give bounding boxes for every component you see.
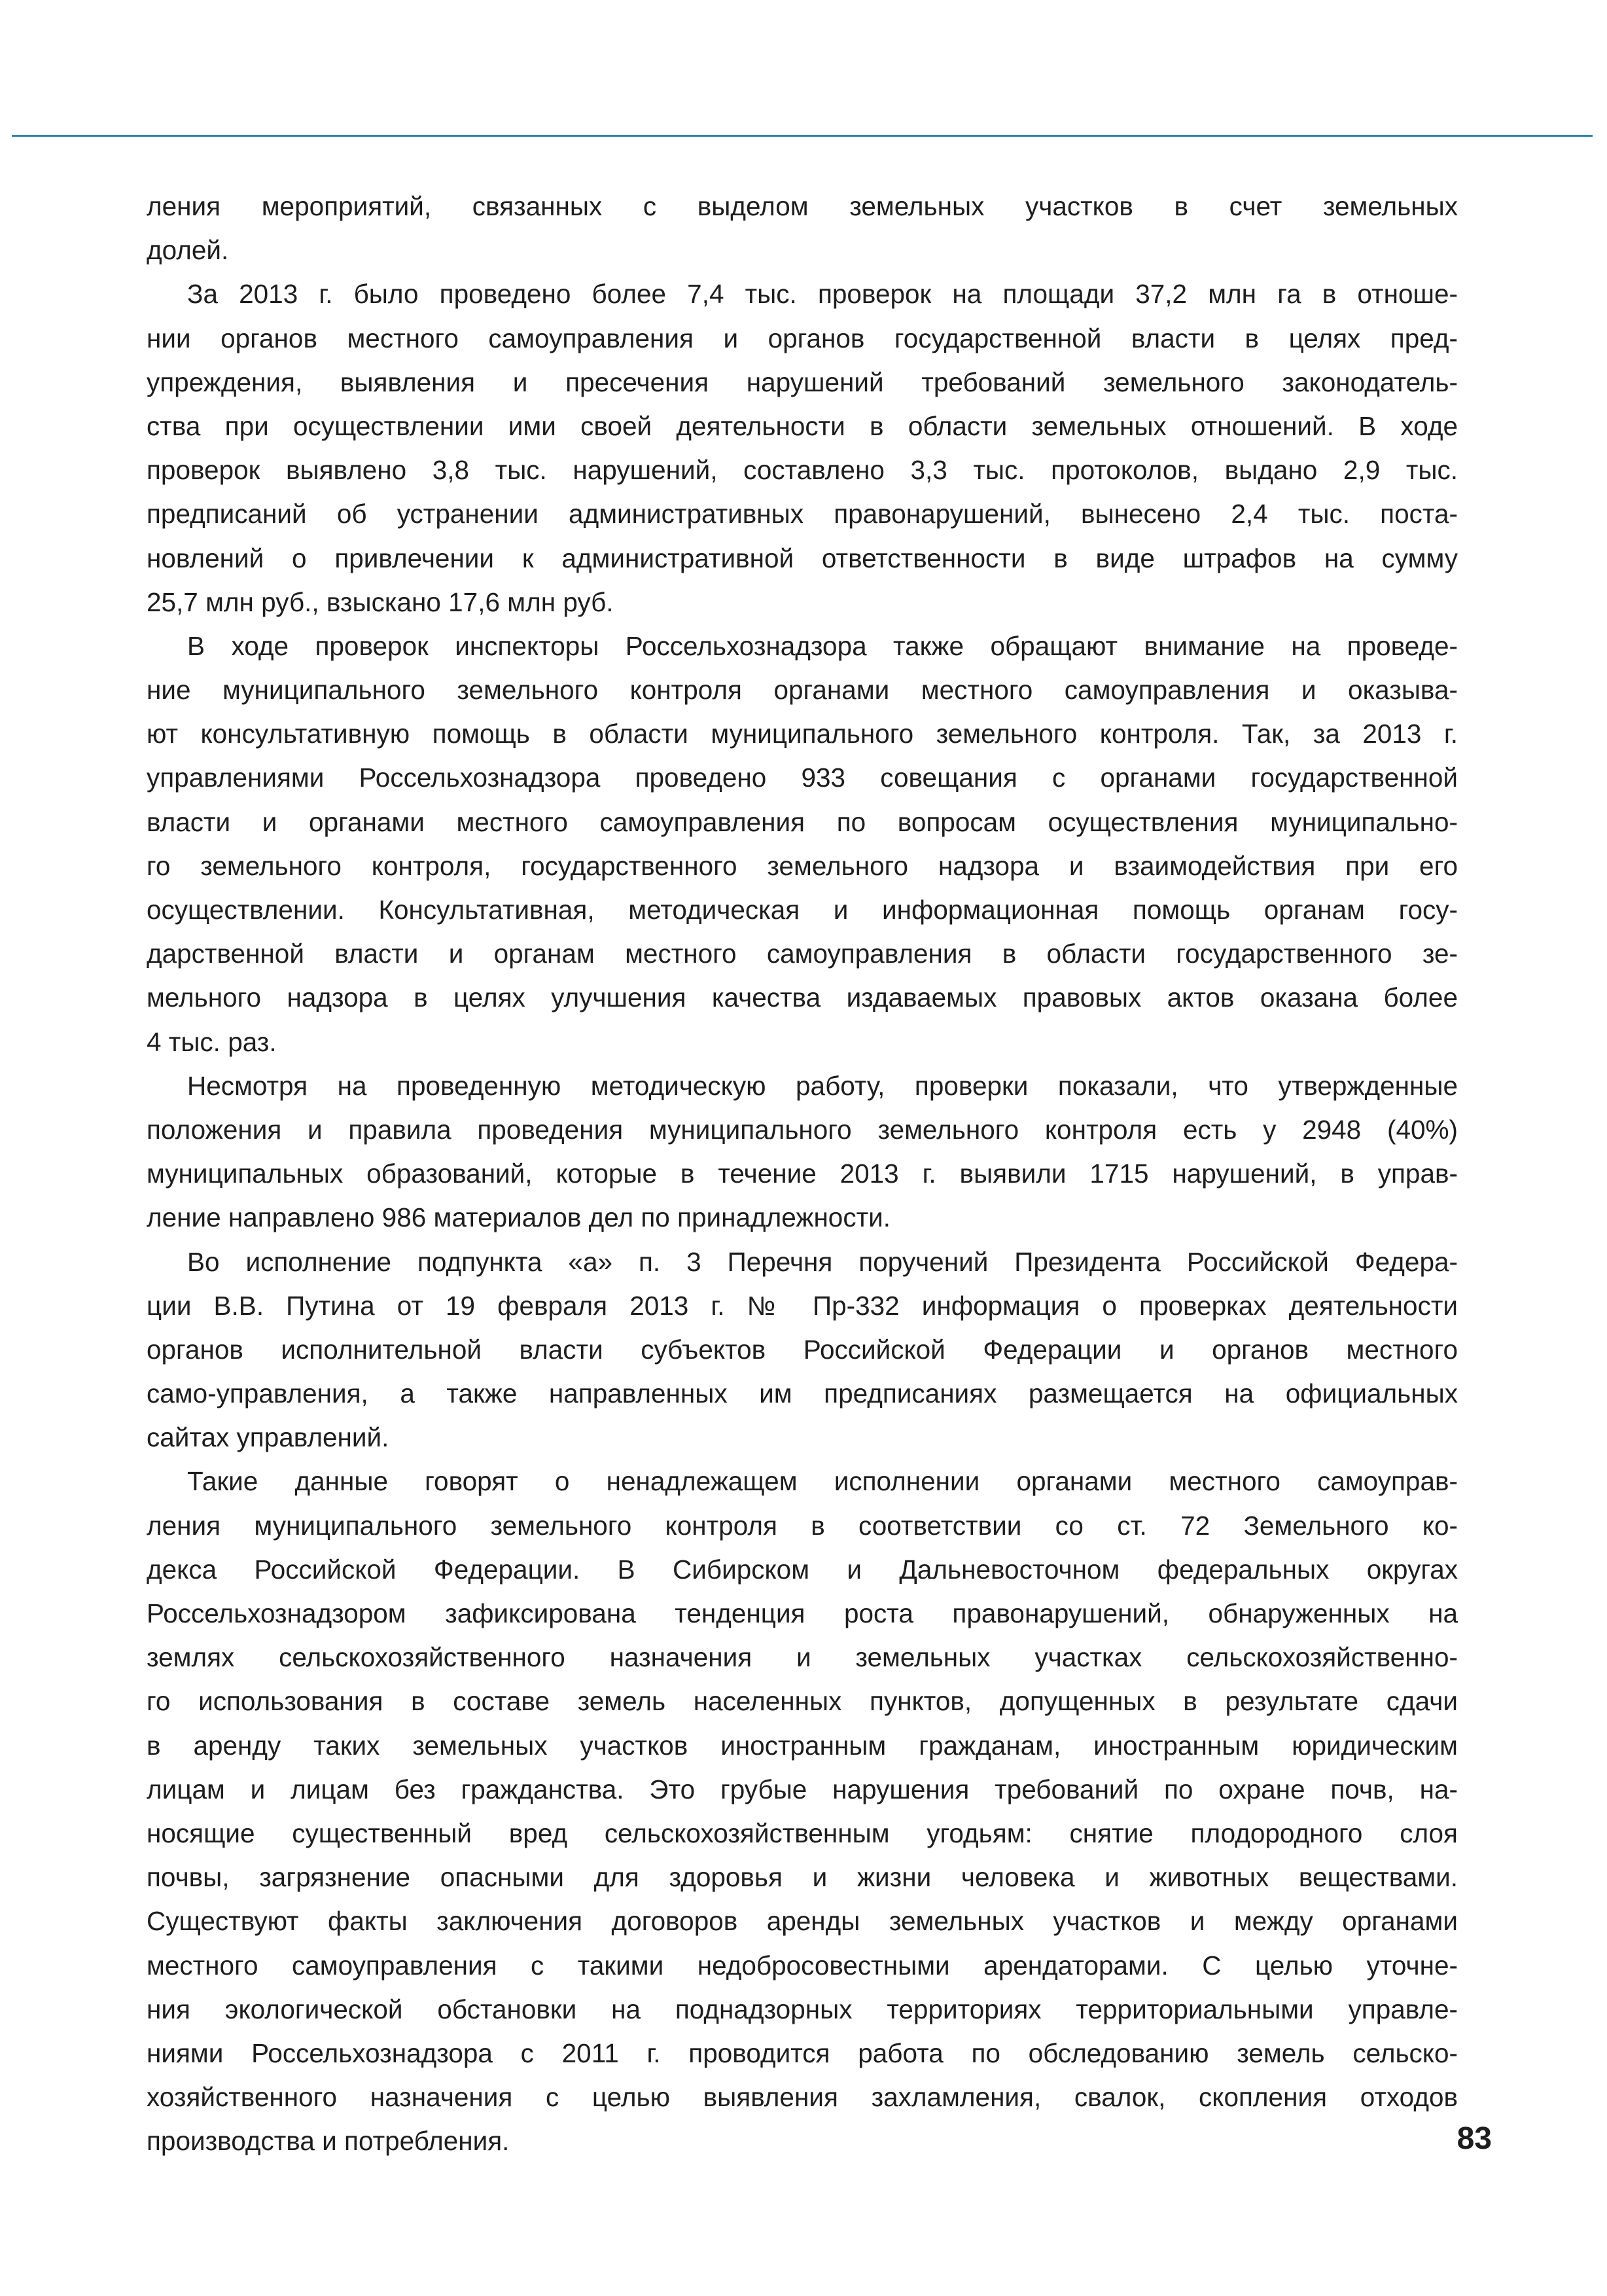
text-line: За 2013 г. было проведено более 7,4 тыс. проверок на площади 37,2 млн га в отноше- xyxy=(187,279,1458,310)
text-line: ление направлено 986 материалов дел по принадлежности. xyxy=(147,1202,891,1233)
text-line: Во исполнение подпункта «а» п. 3 Перечня поручений Президента Российской Федера- xyxy=(187,1246,1458,1277)
paragraph-violations-trend xyxy=(147,1460,1458,2163)
text-line: ние муниципального земельного контроля органами местного самоуправления и оказыва- xyxy=(147,675,1458,706)
text-line: 25,7 млн руб., взыскано 17,6 млн руб. xyxy=(147,586,614,617)
text-line: органов исполнительной власти субъектов Российской Федерации и органов местного xyxy=(147,1334,1458,1365)
text-line: 4 тыс. раз. xyxy=(147,1026,277,1057)
text-line: упреждения, выявления и пресечения нарушений требований земельного законодатель- xyxy=(147,367,1458,397)
text-line: землях сельскохозяйственного назначения и земельных участках сельскохозяйственно- xyxy=(147,1642,1458,1673)
text-line: го земельного контроля, государственного земельного надзора и взаимодействия при его xyxy=(147,850,1458,881)
text-line: Существуют факты заключения договоров аренды земельных участков и между органами xyxy=(147,1906,1458,1937)
text-line: ют консультативную помощь в области муниципального земельного контроля. Так, за 2013 г. xyxy=(147,719,1458,749)
text-line: долей. xyxy=(147,235,229,266)
paragraph-municipal-control xyxy=(147,624,1458,1064)
text-line: проверок выявлено 3,8 тыс. нарушений, составлено 3,3 тыс. протоколов, выдано 2,9 тыс. xyxy=(147,455,1458,486)
text-line: почвы, загрязнение опасными для здоровья и жизни человека и животных веществами. xyxy=(147,1862,1458,1893)
text-line: производства и потребления. xyxy=(147,2126,510,2157)
text-line: дарственной власти и органам местного самоуправления в области государственного зе- xyxy=(147,939,1458,969)
text-line: декса Российской Федерации. В Сибирском и Дальневосточном федеральных округах xyxy=(147,1554,1458,1585)
text-line: само-управления, а также направленных им предписаниях размещается на официальных xyxy=(147,1378,1458,1409)
text-line: Россельхознадзором зафиксирована тенденция роста правонарушений, обнаруженных на xyxy=(147,1598,1458,1628)
text-line: осуществлении. Консультативная, методическая и информационная помощь органам госу- xyxy=(147,895,1458,925)
text-line: мельного надзора в целях улучшения качества издаваемых правовых актов оказана более xyxy=(147,982,1458,1013)
paragraph-inspections-2013 xyxy=(147,272,1458,624)
text-line: В ходе проверок инспекторы Россельхознадзора также обращают внимание на проведе- xyxy=(187,630,1458,661)
text-line: предписаний об устранении административных правонарушений, вынесено 2,4 тыс. поста- xyxy=(147,499,1458,529)
text-line: ления муниципального земельного контроля в соответствии со ст. 72 Земельного ко- xyxy=(147,1510,1458,1541)
text-line: Несмотря на проведенную методическую работу, проверки показали, что утвержденные xyxy=(187,1070,1458,1101)
text-line: ния экологической обстановки на поднадзорных территориях территориальными управле- xyxy=(147,1994,1458,2024)
header-rule xyxy=(12,135,1593,137)
text-line: ции В.В. Путина от 19 февраля 2013 г. № Пр-332 информация о проверках деятельности xyxy=(147,1290,1458,1321)
text-line: лицам и лицам без гражданства. Это грубые нарушения требований по охране почв, на- xyxy=(147,1774,1458,1804)
text-line: ства при осуществлении ими своей деятельности в области земельных отношений. В ходе xyxy=(147,410,1458,441)
text-line: ления мероприятий, связанных с выделом земельных участков в счет земельных xyxy=(147,191,1458,221)
text-line: носящие существенный вред сельскохозяйственным угодьям: снятие плодородного слоя xyxy=(147,1818,1458,1848)
text-line: нии органов местного самоуправления и органов государственной власти в целях пред- xyxy=(147,323,1458,353)
page-number: 83 xyxy=(1457,2121,1492,2156)
text-line: го использования в составе земель населенных пунктов, допущенных в результате сдачи xyxy=(147,1686,1458,1717)
text-line: власти и органами местного самоуправления по вопросам осуществления муниципально- xyxy=(147,806,1458,837)
text-line: муниципальных образований, которые в течение 2013 г. выявили 1715 нарушений, в управ- xyxy=(147,1158,1458,1189)
text-line: в аренду таких земельных участков иностранным гражданам, иностранным юридическим xyxy=(147,1730,1458,1761)
text-line: хозяйственного назначения с целью выявления захламления, свалок, скопления отходов xyxy=(147,2082,1458,2113)
text-line: управлениями Россельхознадзора проведено 933 совещания с органами государственной xyxy=(147,762,1458,793)
text-line: сайтах управлений. xyxy=(147,1422,389,1453)
paragraph-president-instructions xyxy=(147,1240,1458,1460)
text-line: новлений о привлечении к административной ответственности в виде штрафов на сумму xyxy=(147,543,1458,573)
text-line: Такие данные говорят о ненадлежащем исполнении органами местного самоуправ- xyxy=(187,1466,1458,1497)
paragraph-continuation xyxy=(147,185,1458,272)
text-line: положения и правила проведения муниципального земельного контроля есть у 2948 (40%) xyxy=(147,1114,1458,1145)
body-text xyxy=(147,185,1458,2163)
text-line: ниями Россельхознадзора с 2011 г. проводится работа по обследованию земель сельско- xyxy=(147,2037,1458,2068)
paragraph-methodical-work xyxy=(147,1064,1458,1240)
text-line: местного самоуправления с такими недобросовестными арендаторами. С целью уточне- xyxy=(147,1950,1458,1981)
